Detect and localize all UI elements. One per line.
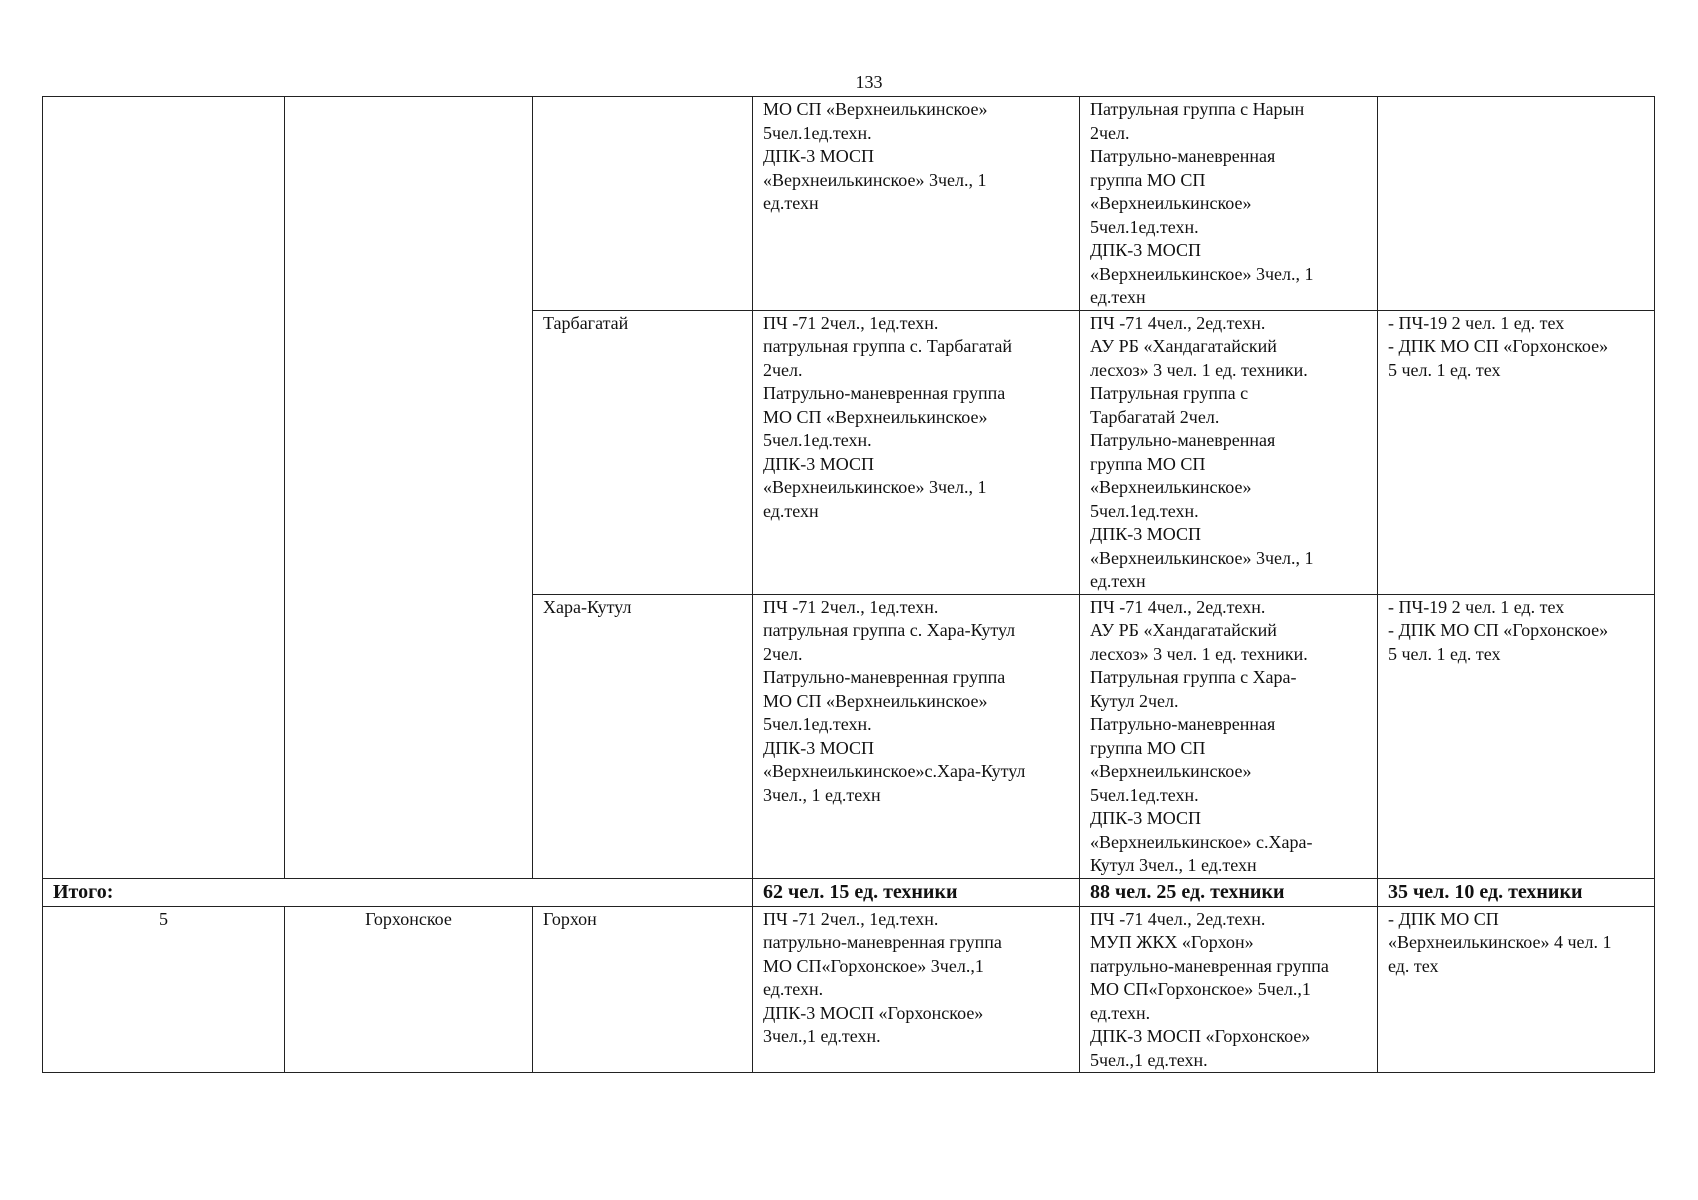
settlement-cell: Горхонское — [285, 906, 533, 1073]
number-cell — [43, 97, 285, 879]
locality-cell: Хара-Кутул — [533, 594, 753, 878]
total-level-3: 35 чел. 10 ед. техники — [1378, 878, 1655, 906]
total-row — [43, 878, 1655, 906]
total-level-2: 88 чел. 25 ед. техники — [1080, 878, 1378, 906]
table-row — [43, 906, 1655, 1073]
forces-level-3-cell: - ПЧ-19 2 чел. 1 ед. тех - ДПК МО СП «Горхонское» 5 чел. 1 ед. тех — [1378, 310, 1655, 594]
table-row — [43, 97, 1655, 311]
forces-level-1-cell: МО СП «Верхнеилькинское» 5чел.1ед.техн. ДПК-3 МОСП «Верхнеилькинское» 3чел., 1 ед.техн — [753, 97, 1080, 311]
forces-level-2-cell: ПЧ -71 4чел., 2ед.техн. МУП ЖКХ «Горхон» патрульно-маневренная группа МО СП«Горхонское» 5чел.,1 ед.техн. ДПК-3 МОСП «Горхонское» 5чел.,1 ед.техн. — [1080, 906, 1378, 1073]
total-label: Итого: — [43, 878, 753, 906]
forces-level-1-cell: ПЧ -71 2чел., 1ед.техн. патрульная группа с. Хара-Кутул 2чел. Патрульно-маневренная группа МО СП «Верхнеилькинское» 5чел.1ед.техн. ДПК-3 МОСП «Верхнеилькинское»с.Хара-Кутул 3чел., 1 ед.техн — [753, 594, 1080, 878]
settlement-cell — [285, 97, 533, 879]
resources-table — [42, 96, 1655, 1073]
forces-level-2-cell: ПЧ -71 4чел., 2ед.техн. АУ РБ «Хандагатайский лесхоз» 3 чел. 1 ед. техники. Патрульная группа с Тарбагатай 2чел. Патрульно-маневренная группа МО СП «Верхнеилькинское» 5чел.1ед.техн. ДПК-3 МОСП «Верхнеилькинское» 3чел., 1 ед.техн — [1080, 310, 1378, 594]
forces-level-2-cell: ПЧ -71 4чел., 2ед.техн. АУ РБ «Хандагатайский лесхоз» 3 чел. 1 ед. техники. Патрульная группа с Хара- Кутул 2чел. Патрульно-маневренная группа МО СП «Верхнеилькинское» 5чел.1ед.техн. ДПК-3 МОСП «Верхнеилькинское» с.Хара- Кутул 3чел., 1 ед.техн — [1080, 594, 1378, 878]
forces-level-2-cell: Патрульная группа с Нарын 2чел. Патрульно-маневренная группа МО СП «Верхнеилькинское» 5чел.1ед.техн. ДПК-3 МОСП «Верхнеилькинское» 3чел., 1 ед.техн — [1080, 97, 1378, 311]
forces-level-1-cell: ПЧ -71 2чел., 1ед.техн. патрульно-маневренная группа МО СП«Горхонское» 3чел.,1 ед.техн. ДПК-3 МОСП «Горхонское» 3чел.,1 ед.техн. — [753, 906, 1080, 1073]
forces-level-1-cell: ПЧ -71 2чел., 1ед.техн. патрульная группа с. Тарбагатай 2чел. Патрульно-маневренная группа МО СП «Верхнеилькинское» 5чел.1ед.техн. ДПК-3 МОСП «Верхнеилькинское» 3чел., 1 ед.техн — [753, 310, 1080, 594]
locality-cell — [533, 97, 753, 311]
locality-cell: Тарбагатай — [533, 310, 753, 594]
total-level-1: 62 чел. 15 ед. техники — [753, 878, 1080, 906]
forces-level-3-cell: - ДПК МО СП «Верхнеилькинское» 4 чел. 1 ед. тех — [1378, 906, 1655, 1073]
locality-cell: Горхон — [533, 906, 753, 1073]
forces-level-3-cell: - ПЧ-19 2 чел. 1 ед. тех - ДПК МО СП «Горхонское» 5 чел. 1 ед. тех — [1378, 594, 1655, 878]
forces-level-3-cell — [1378, 97, 1655, 311]
number-cell: 5 — [43, 906, 285, 1073]
page-number: 133 — [855, 72, 883, 92]
